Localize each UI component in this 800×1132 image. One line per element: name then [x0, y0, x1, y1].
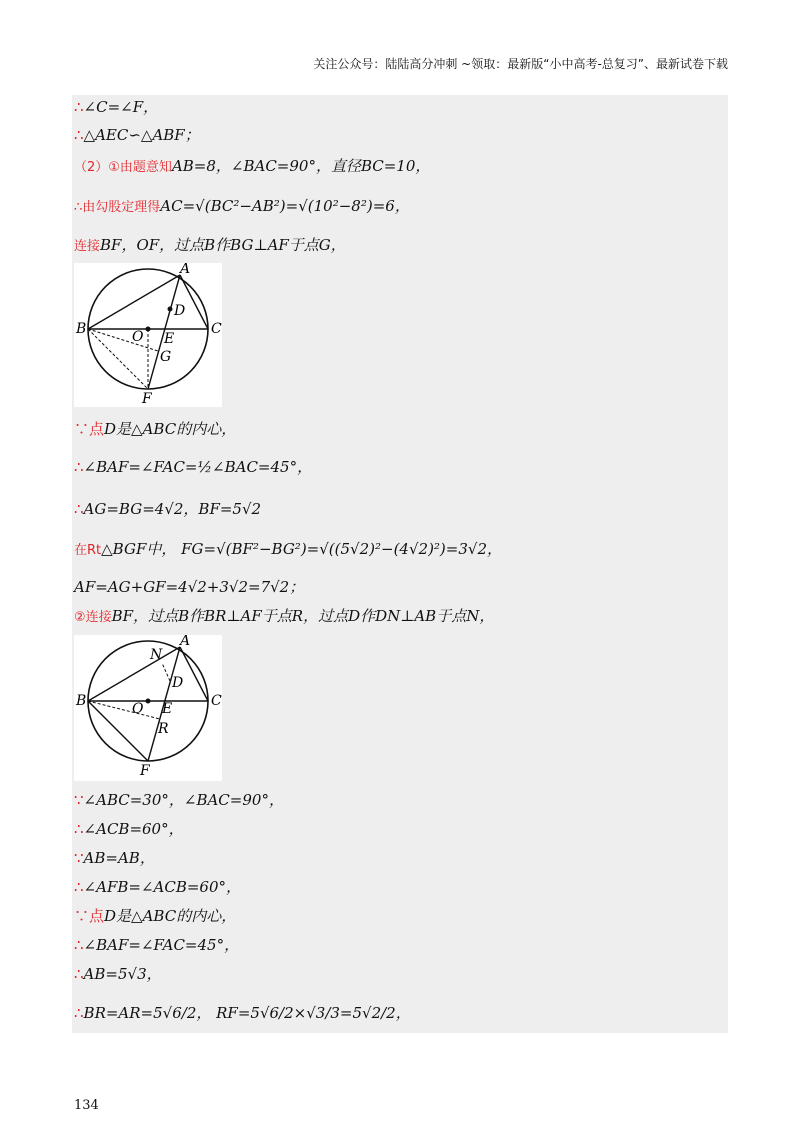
fig2-label-r: R: [158, 721, 169, 737]
line-6: ∵点D是△ABC的内心，: [74, 420, 237, 438]
line-5: 连接BF，OF，过点B作BG⊥AF于点G，: [74, 236, 346, 254]
line-8: ∴AG=BG=4√2，BF=5√2: [74, 500, 262, 518]
line-7: ∴∠BAF=∠FAC=½∠BAC=45°，: [74, 458, 313, 476]
fig2-label-e: E: [162, 701, 173, 717]
line-15: ∴∠AFB=∠ACB=60°，: [74, 878, 242, 896]
page-number: 134: [74, 1098, 99, 1113]
line-3: （2）①由题意知AB=8，∠BAC=90°，直径BC=10，: [74, 157, 431, 175]
line-9: 在Rt△BGF中， FG=√(BF²−BG²)=√((5√2)²−(4√2)²)=3√2，: [74, 540, 503, 558]
line-11: ②连接BF，过点B作BR⊥AF于点R，过点D作DN⊥AB于点N，: [74, 607, 495, 625]
page-header: 关注公众号：陆陆高分冲刺 ~领取：最新版“小中高考-总复习”、最新试卷下载: [313, 57, 728, 71]
fig1-label-g: G: [160, 349, 172, 365]
fig1-label-o: O: [132, 329, 144, 345]
fig2-label-n: N: [150, 647, 163, 663]
line-17: ∴∠BAF=∠FAC=45°，: [74, 936, 240, 954]
fig2-label-b: B: [76, 693, 87, 709]
fig1-label-a: A: [180, 263, 191, 277]
fig2-label-o: O: [132, 701, 144, 717]
line-2: ∴△AEC∽△ABF；: [74, 126, 200, 144]
line-16: ∵点D是△ABC的内心，: [74, 907, 237, 925]
line-12: ∵∠ABC=30°，∠BAC=90°，: [74, 791, 284, 809]
fig2-label-d: D: [172, 675, 184, 691]
line-4: ∴由勾股定理得AC=√(BC²−AB²)=√(10²−8²)=6，: [74, 197, 410, 215]
fig1-label-d: D: [174, 303, 186, 319]
fig2-label-a: A: [180, 635, 191, 649]
fig1-label-e: E: [164, 331, 175, 347]
fig1-label-b: B: [76, 321, 87, 337]
line-19: ∴BR=AR=5√6/2， RF=5√6/2×√3/3=5√2/2，: [74, 1004, 411, 1022]
figure-2: [74, 635, 222, 781]
fig2-label-f: F: [140, 763, 150, 777]
line-18: ∴AB=5√3，: [74, 965, 162, 983]
figure-1: [74, 263, 222, 407]
line-14: ∵AB=AB，: [74, 849, 155, 867]
line-1: ∴∠C=∠F，: [74, 98, 159, 116]
fig1-label-f: F: [142, 391, 152, 403]
fig2-label-c: C: [211, 693, 222, 709]
line-13: ∴∠ACB=60°，: [74, 820, 184, 838]
line-10: AF=AG+GF=4√2+3√2=7√2；: [74, 578, 305, 596]
fig1-label-c: C: [211, 321, 222, 337]
